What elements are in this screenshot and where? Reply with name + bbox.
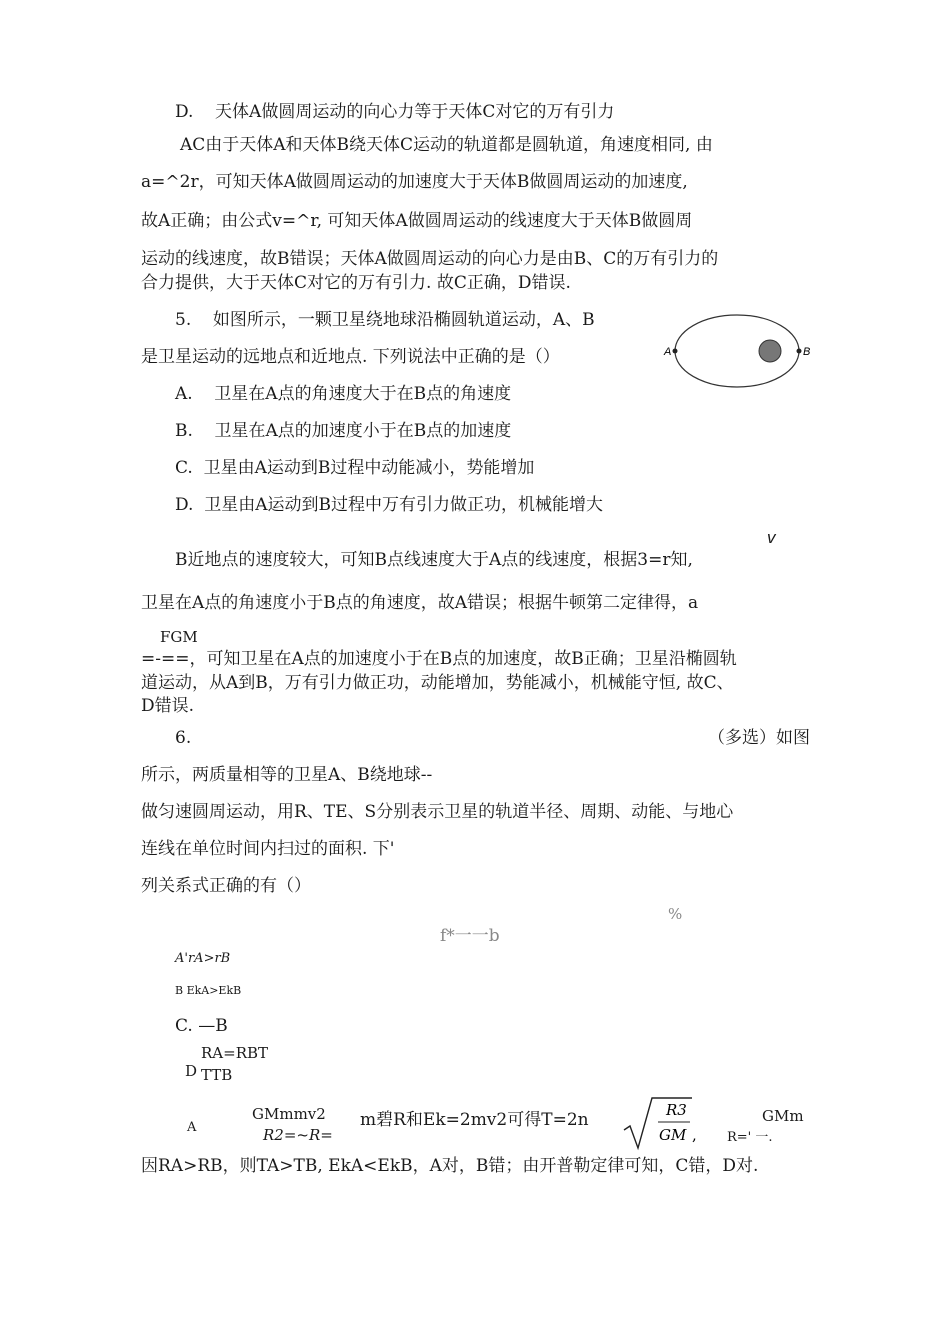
sqrt-formula — [622, 1092, 702, 1152]
option-d: D. 卫星由A运动到B过程中万有引力做正功，机械能增大 — [175, 495, 604, 515]
option-6d-formula-bottom: TTB — [201, 1066, 233, 1084]
answer-4-line-4: 运动的线速度，故B错误；天体A做圆周运动的向心力是由B、C的万有引力的 — [141, 249, 719, 269]
figure-6-fragment-top: % — [668, 905, 683, 923]
sqrt-numerator: R3 — [666, 1101, 687, 1119]
question-6-stem-3: 连线在单位时间内扫过的面积. 下' — [141, 839, 395, 859]
formula-fgm: FGM — [160, 628, 198, 646]
question-6-stem-4: 列关系式正确的有（） — [141, 876, 311, 896]
question-6-stem-2: 做匀速圆周运动，用R、TE、S分别表示卫星的轨道半径、周期、动能、与地心 — [141, 802, 734, 822]
point-a-label: A — [664, 346, 672, 358]
earth-icon — [759, 340, 781, 362]
formula-r-right: R=' 一. — [727, 1130, 773, 1145]
question-5-stem-2: 是卫星运动的远地点和近地点. 下列说法中正确的是（） — [141, 347, 560, 367]
option-6a: A'rA>rB — [175, 951, 231, 966]
point-a-dot — [673, 349, 678, 354]
option-b: B. 卫星在A点的加速度小于在B点的加速度 — [175, 421, 512, 441]
option-6d-label: D — [185, 1062, 198, 1080]
answer-5-line-2: 卫星在A点的角速度小于B点的角速度，故A错误；根据牛顿第二定律得，a — [141, 593, 699, 613]
elliptical-orbit-figure — [655, 308, 815, 394]
option-a: A. 卫星在A点的角速度大于在B点的角速度 — [175, 384, 512, 404]
formula-r2-denominator: R2=~R= — [263, 1126, 333, 1144]
point-b-label: B — [803, 346, 811, 358]
sqrt-comma: , — [692, 1126, 697, 1144]
answer-4-line-3: 故A正确；由公式v=^r, 可知天体A做圆周运动的线速度大于天体B做圆周 — [141, 211, 693, 231]
option-6b: B EkA>EkB — [175, 984, 242, 997]
option-d-line: D. 天体A做圆周运动的向心力等于天体C对它的万有引力 — [175, 102, 615, 122]
formula-gmm-numerator: GMmmv2 — [252, 1105, 326, 1123]
answer-5-line-1: B近地点的速度较大，可知B点线速度大于A点的线速度，根据3=r知, — [175, 550, 693, 570]
answer-4-line-1: AC由于天体A和天体B绕天体C运动的轨道都是圆轨道，角速度相同, 由 — [180, 135, 713, 155]
answer-5-line-4: 道运动，从A到B，万有引力做正功，动能增加，势能减小，机械能守恒, 故C、 — [141, 673, 734, 693]
formula-middle-text: m碧R和Ek=2mv2可得T=2n — [360, 1110, 589, 1130]
question-6-number: 6. — [175, 728, 192, 748]
point-b-dot — [797, 349, 802, 354]
sqrt-denominator: GM — [659, 1126, 687, 1144]
answer-6-conclusion: 因RA>RB，则TA>TB, EkA<EkB，A对，B错；由开普勒定律可知，C错，D对. — [141, 1156, 759, 1176]
option-c: C. 卫星由A运动到B过程中动能减小，势能增加 — [175, 458, 535, 478]
question-6-stem-1: 所示，两质量相等的卫星A、B绕地球-- — [141, 765, 433, 785]
question-5-stem-1: 5. 如图所示，一颗卫星绕地球沿椭圆轨道运动，A、B — [175, 310, 595, 330]
answer-4-line-5: 合力提供，大于天体C对它的万有引力. 故C正确，D错误. — [141, 273, 571, 293]
figure-6-fragment: f*一一b — [440, 926, 500, 946]
question-6-tag: （多选）如图 — [708, 728, 810, 748]
formula-v: v — [767, 528, 776, 547]
option-6c: C. —B — [175, 1016, 228, 1036]
answer-4-line-2: a=^2r，可知天体A做圆周运动的加速度大于天体B做圆周运动的加速度, — [141, 172, 688, 192]
formula-gmm-right: GMm — [762, 1107, 804, 1125]
answer-5-line-5: D错误. — [141, 696, 195, 716]
option-6d-formula-top: RA=RBT — [201, 1044, 269, 1062]
solution-a-label: A — [187, 1120, 197, 1135]
answer-5-line-3: =-==，可知卫星在A点的加速度小于在B点的加速度，故B正确；卫星沿椭圆轨 — [141, 649, 737, 669]
